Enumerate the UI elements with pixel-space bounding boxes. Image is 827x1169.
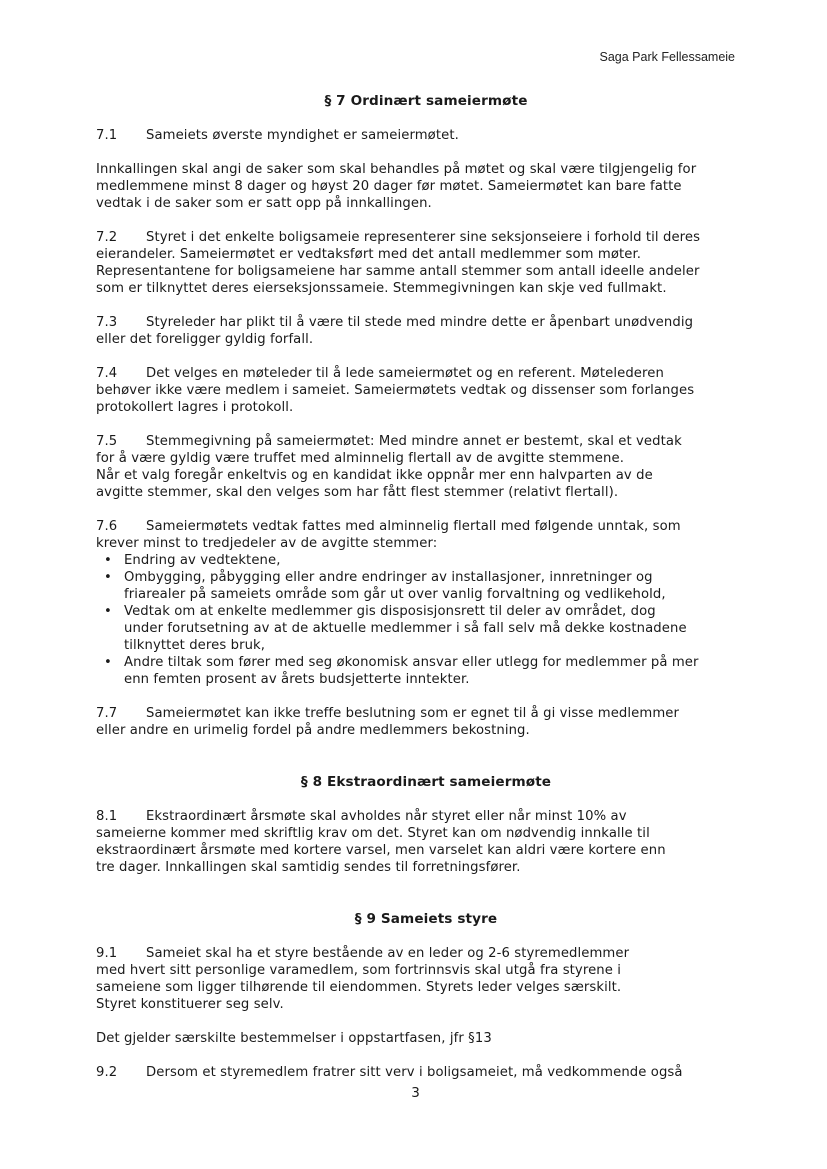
list-item: • Andre tiltak som fører med seg økonomisk ansvar eller utlegg for medlemmer på mer enn femten prosent av årets budsjetterte inntekter. — [124, 654, 736, 688]
clause-7-1 — [96, 127, 736, 144]
list-item: • Vedtak om at enkelte medlemmer gis disposisjonsrett til deler av området, dog under forutsetning av at de aktuelle medlemmer i så fall selv må dekke kostnadene tilknyttet deres bruk, — [124, 603, 736, 654]
clause-number: 7.7 — [96, 706, 118, 721]
clause-number: 7.6 — [96, 519, 118, 534]
clause-7-6 — [96, 518, 736, 552]
document-body — [96, 93, 736, 1098]
list-item: • Ombygging, påbygging eller andre endringer av installasjoner, innretninger og friarealer på sameiets område som går ut over vanlig forvaltning og vedlikehold, — [124, 569, 736, 603]
section-title-7: § 7 Ordinært sameiermøte — [324, 93, 528, 109]
clause-number: 9.2 — [96, 1065, 118, 1080]
section-title-8: § 8 Ekstraordinært sameiermøte — [300, 774, 552, 790]
clause-text: Sameiermøtet kan ikke treffe beslutning som er egnet til å gi visse medlemmer eller andre en urimelig fordel på andre medlemmers bekostning. — [96, 706, 680, 738]
clause-7-4 — [96, 365, 736, 416]
clause-text: Dersom et styremedlem fratrer sitt verv i boligsameiet, må vedkommende også — [146, 1065, 683, 1080]
clause-text: Sameiermøtets vedtak fattes med alminnelig flertall med følgende unntak, som krever minst to tredjedeler av de avgitte stemmer: — [96, 519, 681, 551]
clause-number: 7.2 — [96, 230, 118, 245]
clause-9-2 — [96, 1064, 736, 1081]
clause-7-2 — [96, 229, 736, 297]
clause-7-3 — [96, 314, 736, 348]
page-number: 3 — [411, 1085, 420, 1101]
clause-number: 7.5 — [96, 434, 118, 449]
clause-9-1 — [96, 945, 736, 1013]
paragraph-notice: Innkallingen skal angi de saker som skal behandles på møtet og skal være tilgjengelig for medlemmene minst 8 dager og høyst 20 dager før møtet. Sameiermøtet kan bare fatte vedtak i de saker som er satt opp på innkallingen. — [96, 162, 697, 211]
clause-number: 7.1 — [96, 128, 118, 143]
clause-text: Stemmegivning på sameiermøtet: Med mindre annet er bestemt, skal et vedtak for å være gyldig være truffet med alminnelig flertall av de avgitte stemmene. Når et valg foregår enkeltvis og en kandidat ikke oppnår mer enn halvparten av de avgitte stemmer, skal den velges som har fått flest stemmer (relativt flertall). — [96, 434, 682, 500]
paragraph-startup: Det gjelder særskilte bestemmelser i oppstartfasen, jfr §13 — [96, 1031, 492, 1046]
clause-7-7 — [96, 705, 736, 739]
clause-text: Ekstraordinært årsmøte skal avholdes når styret eller når minst 10% av sameierne kommer med skriftlig krav om det. Styret kan om nødvendig innkalle til ekstraordinært årsmøte med kortere varsel, men varselet kan aldri være kortere enn tre dager. Innkallingen skal samtidig sendes til forretningsfører. — [96, 809, 666, 875]
document-header: Saga Park Fellessameie — [599, 50, 735, 64]
clause-number: 9.1 — [96, 946, 118, 961]
clause-text: Det velges en møteleder til å lede sameiermøtet og en referent. Møtelederen behøver ikke være medlem i sameiet. Sameiermøtets vedtak og dissenser som forlanges protokollert lagres i protokoll. — [96, 366, 695, 415]
clause-number: 7.3 — [96, 315, 118, 330]
clause-8-1 — [96, 808, 736, 876]
clause-text: Sameiet skal ha et styre bestående av en leder og 2-6 styremedlemmer med hvert sitt personlige varamedlem, som fortrinnsvis skal utgå fra styrene i sameiene som ligger tilhørende til eiendommen. Styrets leder velges særskilt. Styret konstituerer seg selv. — [96, 946, 630, 1012]
clause-number: 7.4 — [96, 366, 118, 381]
exception-list — [96, 552, 736, 688]
clause-number: 8.1 — [96, 809, 118, 824]
clause-text: Styret i det enkelte boligsameie representerer sine seksjonseiere i forhold til deres eierandeler. Sameiermøtet er vedtaksført med det antall medlemmer som møter. Representantene for boligsameiene har samme antall stemmer som antall ideelle andeler som er tilknyttet deres eierseksjonssameie. Stemmegivningen kan skje ved fullmakt. — [96, 230, 701, 296]
list-item: • Endring av vedtektene, — [124, 552, 736, 569]
clause-text: Sameiets øverste myndighet er sameiermøtet. — [146, 128, 459, 143]
clause-text: Styreleder har plikt til å være til stede med mindre dette er åpenbart unødvendig eller det foreligger gyldig forfall. — [96, 315, 694, 347]
section-title-9: § 9 Sameiets styre — [354, 911, 498, 927]
clause-7-5 — [96, 433, 736, 501]
